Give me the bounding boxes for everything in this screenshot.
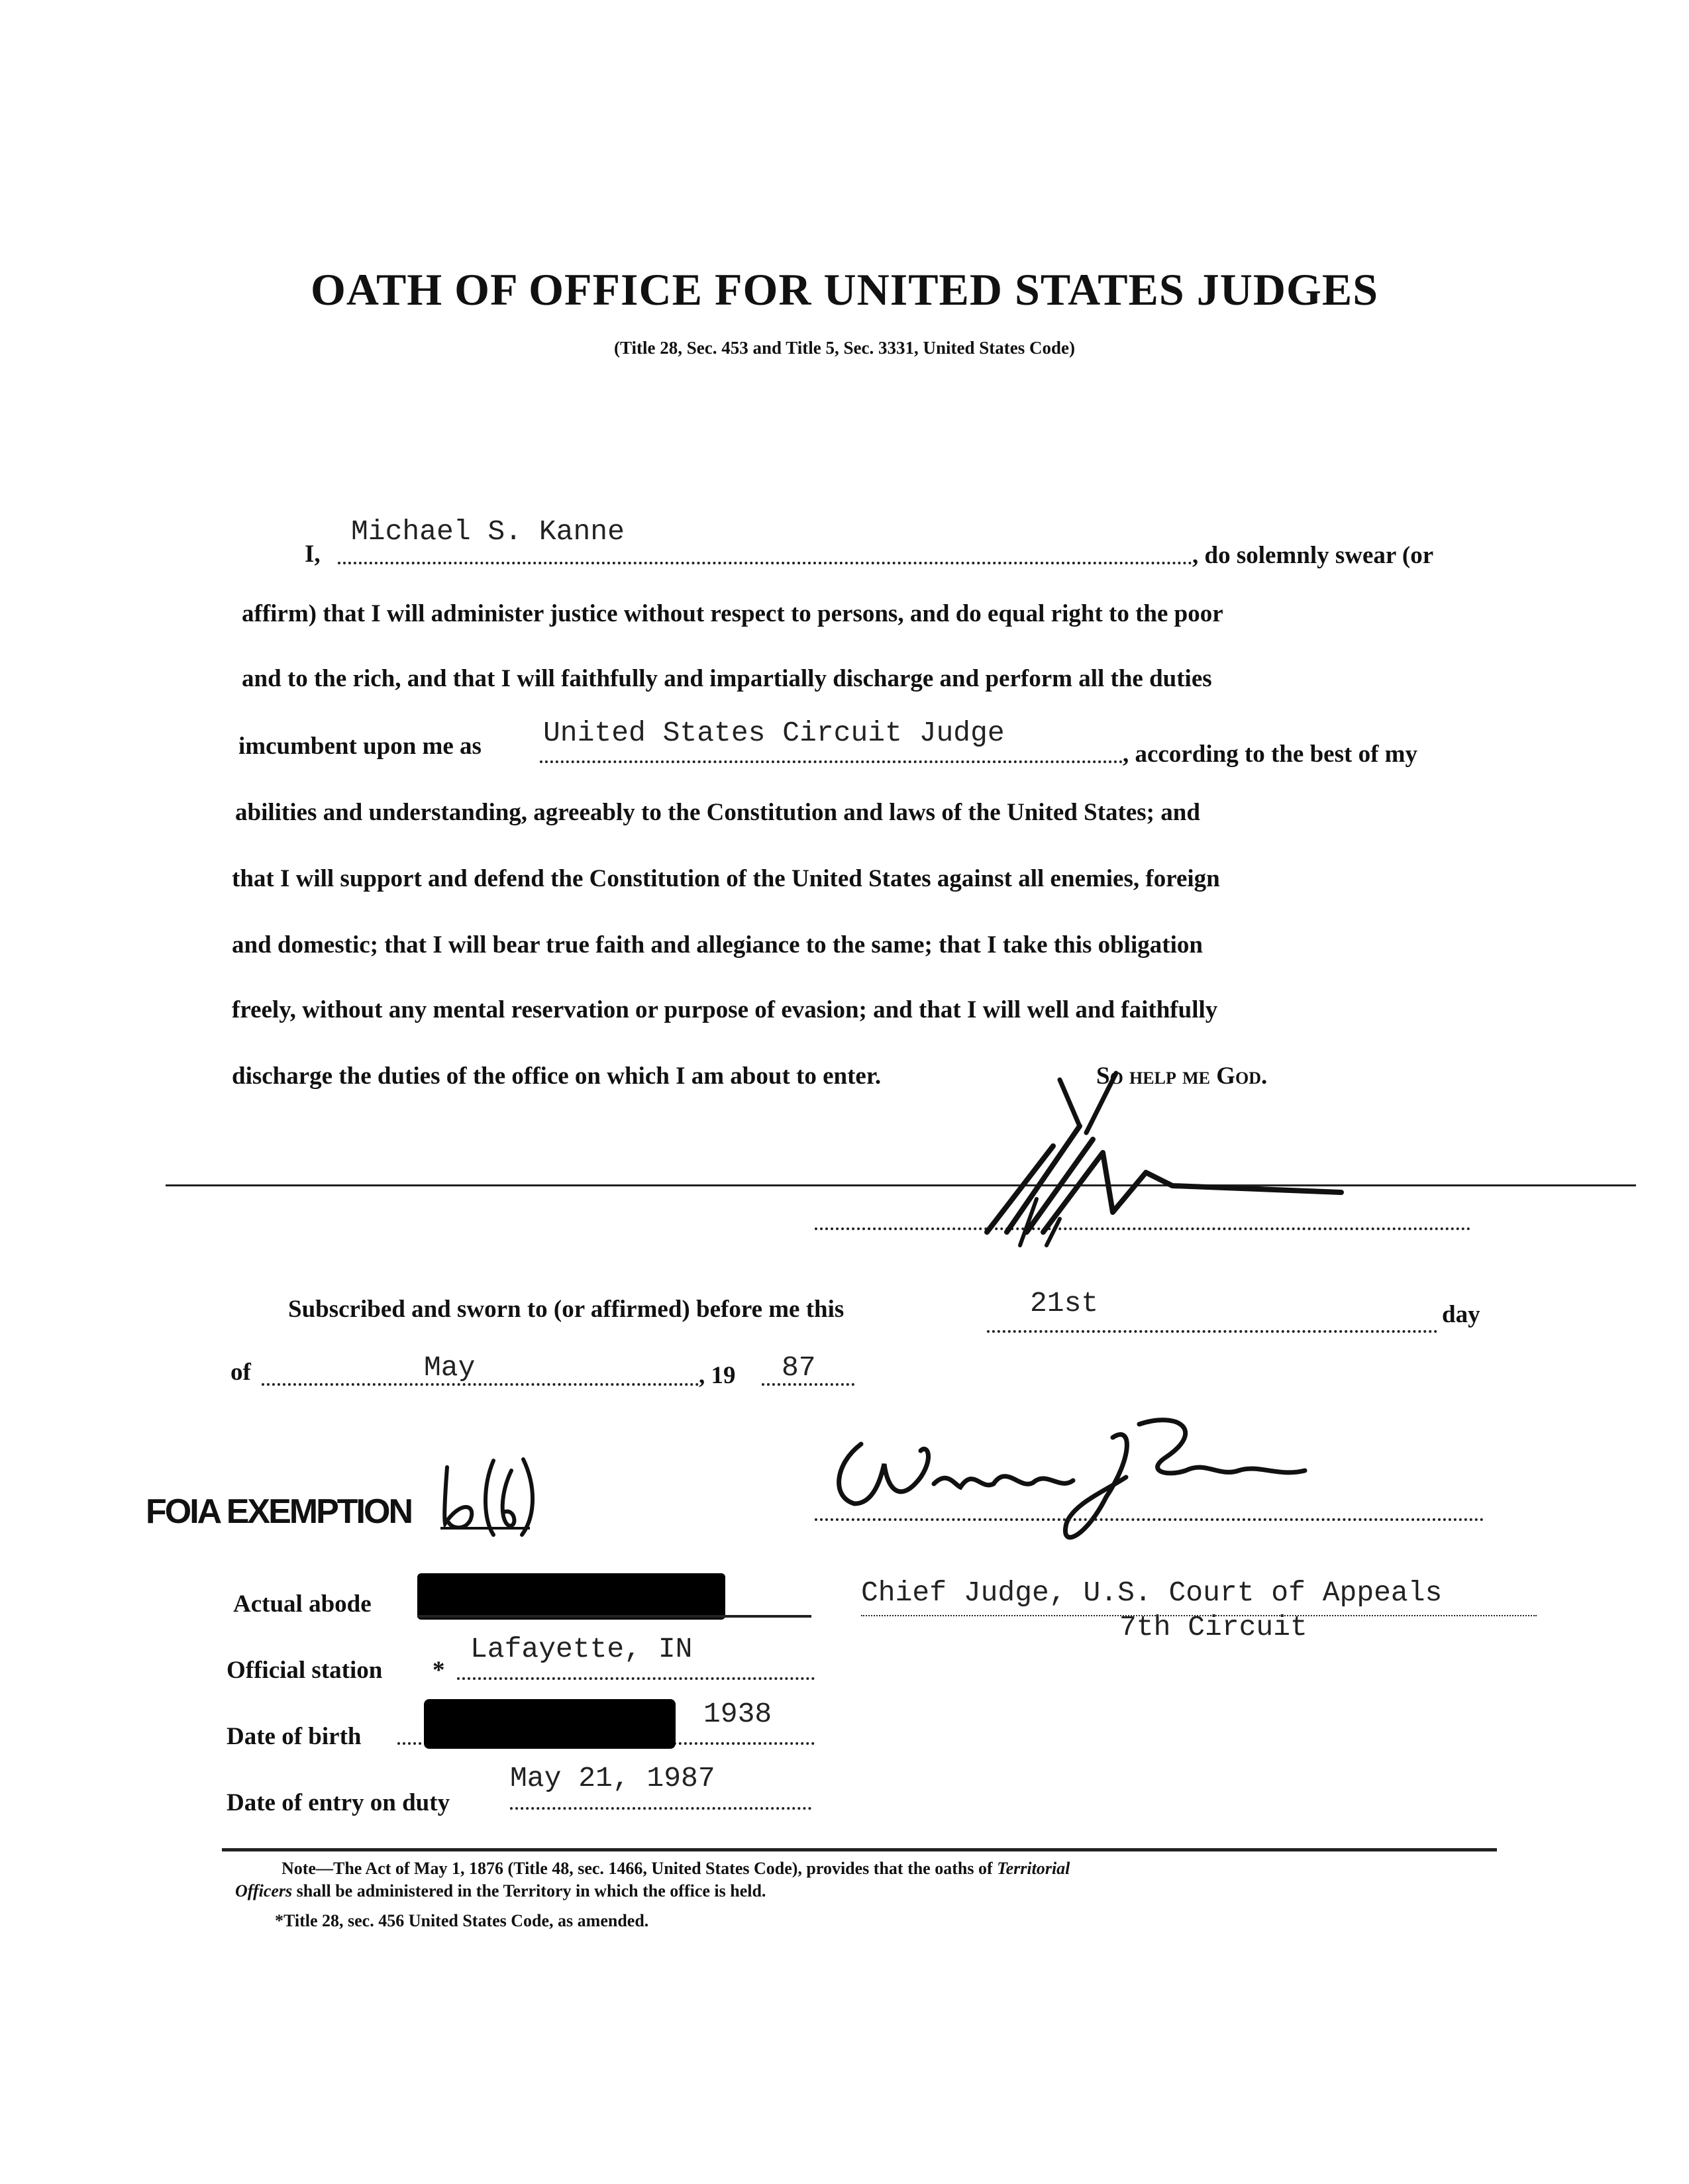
oath-line1-prefix: I, — [305, 541, 321, 568]
officer-title-underline — [861, 1615, 1537, 1616]
abode-redaction — [417, 1573, 725, 1620]
birth-redaction — [424, 1699, 676, 1749]
oath-line4-suffix: , according to the best of my — [1123, 741, 1417, 768]
station-label: Official station — [227, 1657, 383, 1684]
sworn-of-label: of — [230, 1359, 251, 1386]
abode-label: Actual abode — [233, 1590, 372, 1618]
abode-underline — [417, 1615, 811, 1618]
document-title: OATH OF OFFICE FOR UNITED STATES JUDGES — [310, 264, 1379, 315]
affiant-signature — [980, 1066, 1351, 1252]
oath-line6: that I will support and defend the Constitution of the United States against all enemies, foreign — [232, 865, 1220, 892]
note-footnote: *Title 28, sec. 456 United States Code, as amended. — [275, 1911, 649, 1930]
sworn-month: May — [424, 1351, 476, 1384]
note-line1 — [282, 1859, 1070, 1879]
station-dotted-line — [457, 1677, 815, 1680]
officer-signature-line — [815, 1518, 1484, 1521]
officer-title: Chief Judge, U.S. Court of Appeals — [861, 1577, 1443, 1609]
oath-line5: abilities and understanding, agreeably to the Constitution and laws of the United States; and — [235, 799, 1200, 826]
note-line2-italic: Officers — [235, 1881, 293, 1900]
entry-value: May 21, 1987 — [510, 1762, 715, 1794]
oath-line9: discharge the duties of the office on which I am about to enter. — [232, 1063, 882, 1090]
note-line1-text: Note—The Act of May 1, 1876 (Title 48, sec. 1466, United States Code), provides that the oaths of — [282, 1859, 993, 1878]
oath-closing: So help me God. — [1096, 1063, 1268, 1090]
sworn-day: 21st — [1030, 1287, 1099, 1320]
entry-label: Date of entry on duty — [227, 1789, 450, 1816]
sworn-prefix: Subscribed and sworn to (or affirmed) before me this — [288, 1296, 844, 1323]
month-dotted-line — [262, 1383, 699, 1386]
chief-judge-signature — [821, 1404, 1325, 1563]
oath-line8: freely, without any mental reservation or purpose of evasion; and that I will well and faithfully — [232, 996, 1218, 1023]
oath-line7: and domestic; that I will bear true faith and allegiance to the same; that I take this obligation — [232, 931, 1203, 959]
birth-year: 1938 — [703, 1698, 772, 1730]
oath-line3: and to the rich, and that I will faithfully and impartially discharge and perform all the duties — [242, 665, 1212, 692]
note-line1-italic: Territorial — [997, 1859, 1070, 1878]
sworn-year-prefix: , 19 — [699, 1362, 736, 1389]
station-value: Lafayette, IN — [470, 1633, 693, 1665]
foia-exemption-code — [437, 1454, 537, 1540]
oath-line4-prefix: imcumbent upon me as — [238, 733, 482, 760]
note-line2-text: shall be administered in the Territory in which the office is held. — [296, 1881, 766, 1900]
officer-circuit: 7th Circuit — [1119, 1611, 1307, 1643]
document-subtitle: (Title 28, Sec. 453 and Title 5, Sec. 3331, United States Code) — [614, 338, 1075, 358]
office-dotted-line — [540, 760, 1123, 763]
name-dotted-line — [338, 562, 1192, 564]
foia-exemption-label: FOIA EXEMPTION — [146, 1492, 411, 1531]
oath-office: United States Circuit Judge — [543, 717, 1005, 749]
day-dotted-line — [987, 1330, 1437, 1333]
signature-divider — [166, 1184, 1636, 1186]
sworn-year: 87 — [782, 1351, 816, 1384]
station-marker: * — [433, 1657, 445, 1684]
note-divider — [222, 1848, 1497, 1851]
birth-label: Date of birth — [227, 1723, 362, 1750]
note-line2 — [235, 1881, 766, 1901]
oath-line2: affirm) that I will administer justice without respect to persons, and do equal right to the poor — [242, 600, 1223, 627]
oath-name: Michael S. Kanne — [351, 515, 625, 548]
entry-dotted-line — [510, 1807, 811, 1810]
oath-line1-suffix: , do solemnly swear (or — [1192, 542, 1434, 569]
sworn-day-suffix: day — [1442, 1301, 1480, 1328]
